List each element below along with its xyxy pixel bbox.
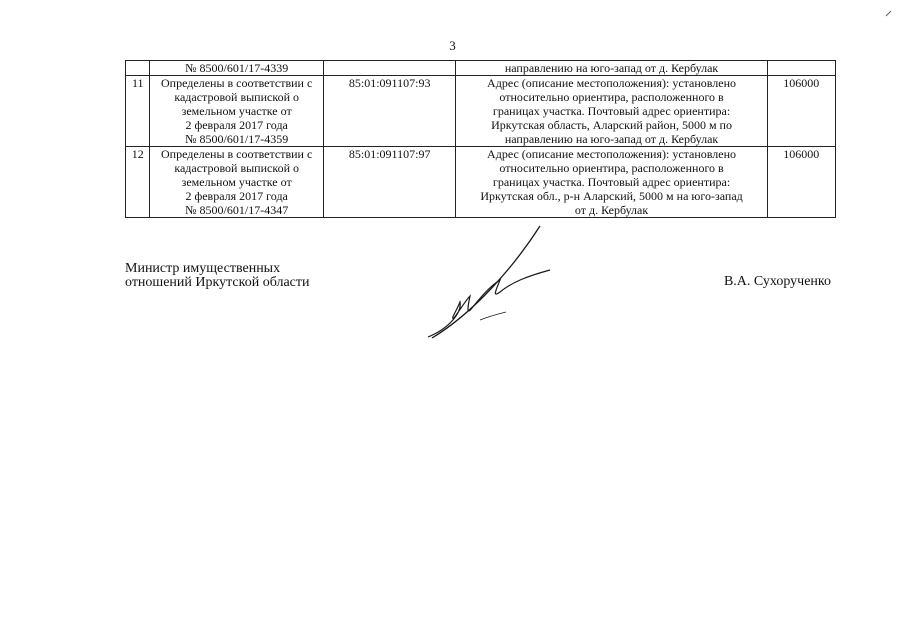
land-plots-table	[125, 60, 836, 218]
address-line: направлению на юго-запад от д. Кербулак	[504, 132, 719, 146]
address-line: границах участка. Почтовый адрес ориентира:	[492, 175, 731, 189]
table-row	[126, 147, 836, 218]
cell-cadastral: 85:01:091107:97	[323, 147, 456, 218]
cell-area: 106000	[767, 76, 835, 147]
cell-basis	[150, 147, 323, 218]
address-line: относительно ориентира, расположенного в	[499, 90, 724, 104]
cell-num	[126, 61, 150, 76]
basis-line: кадастровой выпиской о	[174, 161, 299, 175]
cell-cadastral: 85:01:091107:93	[323, 76, 456, 147]
basis-line: № 8500/601/17-4339	[185, 61, 289, 75]
signer-name: В.А. Сухорученко	[723, 274, 831, 289]
address-line: границах участка. Почтовый адрес ориентира:	[492, 104, 731, 118]
cell-num: 12	[126, 147, 150, 218]
basis-line: 2 февраля 2017 года	[185, 118, 288, 132]
cell-basis	[150, 61, 323, 76]
cell-basis	[150, 76, 323, 147]
cell-address	[456, 147, 767, 218]
basis-line: 2 февраля 2017 года	[185, 189, 288, 203]
address-line: направлению на юго-запад от д. Кербулак	[504, 61, 719, 75]
basis-line: земельном участке от	[181, 175, 292, 189]
handwritten-signature	[420, 220, 560, 345]
cell-num: 11	[126, 76, 150, 147]
address-line: Адрес (описание местоположения): установлено	[487, 76, 737, 90]
signer-title	[125, 262, 310, 290]
address-line: относительно ориентира, расположенного в	[499, 161, 724, 175]
table-row	[126, 76, 836, 147]
page-number: 3	[449, 38, 456, 53]
basis-line: № 8500/601/17-4347	[185, 203, 289, 217]
basis-line: Определены в соответствии с	[161, 147, 313, 161]
address-line: Иркутская обл., р-н Аларский, 5000 м на юго-запад	[480, 189, 743, 203]
basis-line: Определены в соответствии с	[161, 76, 313, 90]
cell-address	[456, 76, 767, 147]
address-line: Иркутская область, Аларский район, 5000 м по	[491, 118, 732, 132]
address-line: от д. Кербулак	[574, 203, 649, 217]
cell-area: 106000	[767, 147, 835, 218]
basis-line: кадастровой выпиской о	[174, 90, 299, 104]
basis-line: № 8500/601/17-4359	[185, 132, 289, 146]
scan-speck-icon	[885, 10, 893, 18]
table-row-continuation	[126, 61, 836, 76]
signer-title-line: Министр имущественных	[125, 261, 281, 276]
cell-cadastral	[323, 61, 456, 76]
signer-title-line: отношений Иркутской области	[125, 275, 310, 290]
cell-area	[767, 61, 835, 76]
basis-line: земельном участке от	[181, 104, 292, 118]
cell-address	[456, 61, 767, 76]
address-line: Адрес (описание местоположения): установлено	[487, 147, 737, 161]
